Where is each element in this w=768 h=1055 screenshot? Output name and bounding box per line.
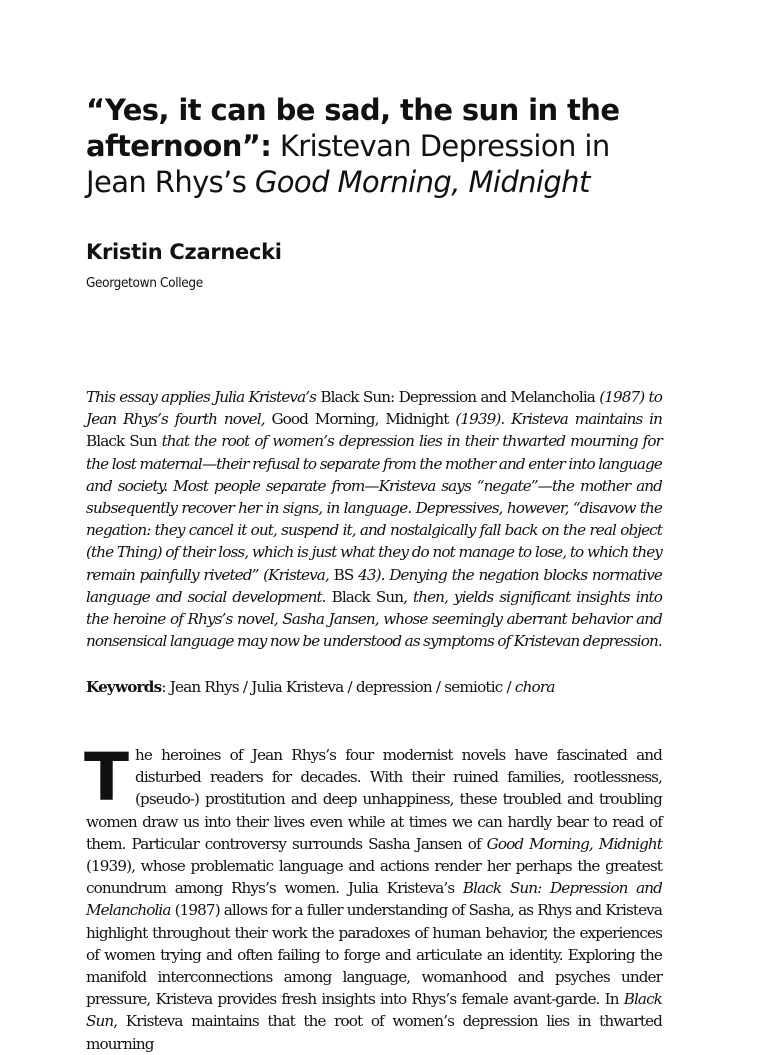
keywords	[86, 676, 662, 698]
keywords-list: : Jean Rhys / Julia Kristeva / depression / semiotic /	[161, 678, 515, 696]
abstract-book-title: Black Sun	[86, 432, 157, 451]
body-text: (1987) allows for a fuller understanding of Sasha, as Rhys and Kristeva highlight throughout their work the paradoxes of human behavior, the experiences of women trying and often failing to forge and articulate an identity. Exploring the manifold interconnections among language, womanhood and psyches under pressure, Kristeva provides fresh insights into Rhys’s female avant-garde. In	[86, 901, 662, 1009]
title-quote: “Yes, it can be sad, the sun in the afternoon”:	[86, 93, 620, 163]
abstract-text: This essay applies Julia Kristeva’s	[86, 388, 321, 406]
abstract-text: that the root of women’s depression lies in their thwarted mourning for the lost maternal—their refusal to separate from the mother and enter into language and society. Most people separate from—Kristeva says “negate”—the mother and subsequently recover her in signs, in language. Depressives, however, “disavow the negation: they cancel it out, suspend it, and nostalgically fall back on the real object (the Thing) of their loss, which is just what they do not manage to lose, to which they remain painfully riveted” (Kristeva,	[86, 432, 662, 584]
author-affiliation: Georgetown College	[86, 275, 203, 291]
abstract-text: (1987) to Jean Rhys’s fourth novel,	[86, 388, 663, 429]
keywords-last: chora	[514, 678, 555, 696]
abstract-text: , then, yields significant insights into the heroine of Rhys’s novel, Sasha Jansen, whose seemingly aberrant behavior and nonsensical language may now be understood as symptoms of Kristevan depression.	[86, 587, 663, 651]
abstract-book-title: Black Sun: Depression and Melancholia	[320, 388, 595, 406]
drop-cap: T	[84, 739, 130, 816]
body-text: , Kristeva maintains that the root of women’s depression lies in thwarted mourning	[86, 1012, 662, 1053]
article-title	[86, 92, 662, 200]
body-text: (1939), whose problematic language and actions render her perhaps the greatest conundrum among Rhys’s women. Julia Kristeva’s	[86, 857, 662, 898]
abstract-text: 43). Denying the negation blocks normative language and social development.	[86, 565, 663, 606]
body-book-title: Black Sun	[86, 990, 662, 1031]
abstract	[86, 386, 662, 652]
body-book-title: Good Morning, Midnight	[486, 834, 662, 853]
abstract-book-title: Good Morning, Midnight	[271, 410, 449, 429]
title-subtitle: Kristevan Depression in Jean Rhys’s	[86, 129, 610, 199]
abstract-citation-abbrev: BS	[333, 565, 354, 584]
author-name: Kristin Czarnecki	[86, 240, 282, 264]
abstract-text: (1939). Kristeva maintains in	[448, 410, 662, 429]
body-paragraph	[84, 739, 663, 1055]
body-text: he heroines of Jean Rhys’s four modernist novels have fascinated and disturbed readers for decades. With their ruined families, rootlessness, (pseudo-) prostitution and deep unhappiness, these troubled and troubling women draw us into their lives even while at times we can hardly bear to read of them. Particular controversy surrounds Sasha Jansen of	[86, 746, 662, 853]
title-novel-name: Good Morning, Midnight	[254, 165, 590, 199]
abstract-book-title: Black Sun	[331, 587, 404, 606]
body-book-title: Black Sun: Depression and Melancholia	[86, 879, 663, 920]
keywords-label: Keywords	[86, 678, 162, 696]
